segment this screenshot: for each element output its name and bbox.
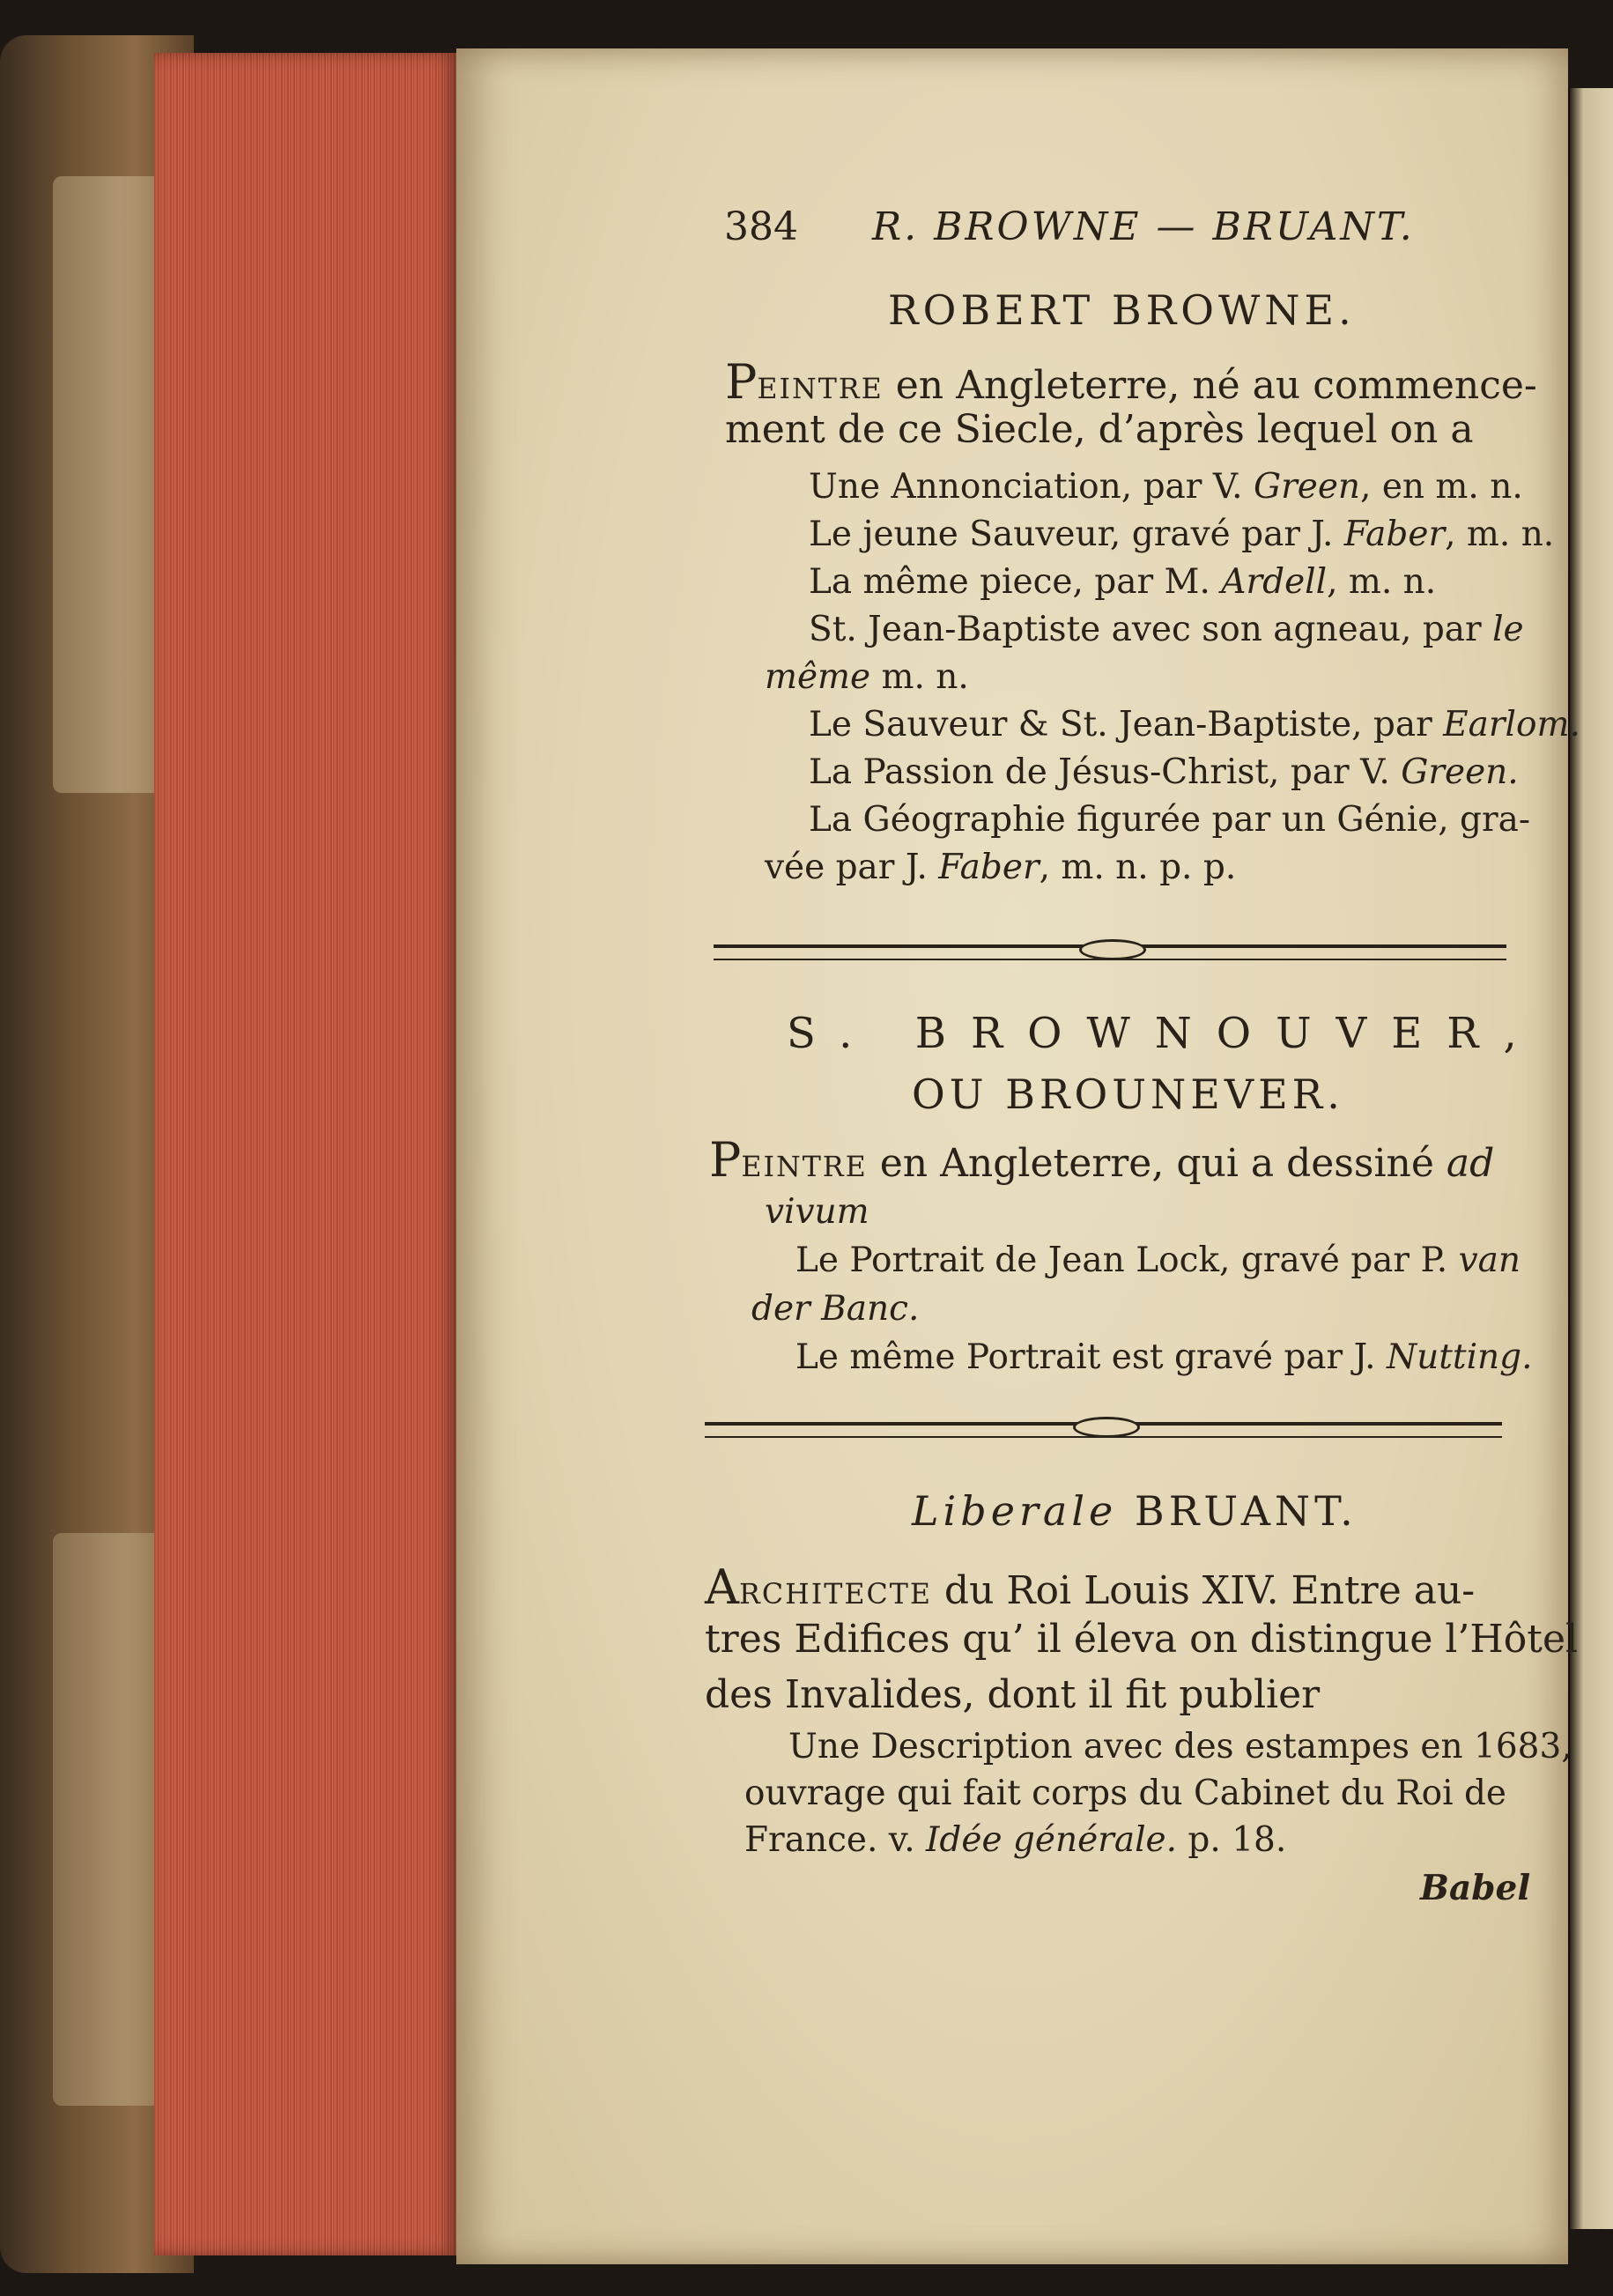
catchword: Babel [1420, 1868, 1531, 1908]
line-text: en Angleterre, né au commence- [883, 363, 1537, 408]
running-title: R. BROWNE — BRUANT. [871, 204, 1415, 249]
entry3-line-3: des Invalides, dont il fit publier [705, 1672, 1321, 1717]
line-italic: Faber [938, 848, 1040, 887]
entry3-line-6 [744, 1820, 1286, 1860]
line-text: La Passion de Jésus-Christ, par V. [809, 752, 1402, 792]
line-italic: van [1458, 1241, 1521, 1280]
entry1-line-2: ment de ce Siecle, d’après lequel on a [725, 407, 1474, 452]
entry-title-bruant [912, 1487, 1358, 1535]
entry1-line-10: La Géographie figurée par un Génie, gra- [809, 800, 1531, 840]
running-header [724, 204, 1415, 249]
entry3-line-5: ouvrage qui fait corps du Cabinet du Roi de [744, 1774, 1507, 1813]
line-text: La même piece, par M. [809, 562, 1222, 602]
line-text: Le Sauveur & St. Jean-Baptiste, par [809, 705, 1444, 744]
line-italic: Green [1253, 467, 1361, 507]
line-italic: Idée générale. [926, 1820, 1178, 1860]
title-italic: Liberale [912, 1487, 1118, 1535]
entry1-line-11 [765, 848, 1236, 887]
line-text: France. v. [744, 1820, 926, 1860]
line-italic: Green. [1401, 752, 1519, 792]
entry1-line-4 [809, 515, 1554, 554]
line-text: Le même Portrait est gravé par J. [795, 1337, 1387, 1377]
entry1-line-6 [809, 610, 1524, 649]
small-caps: EINTRE [757, 374, 884, 405]
line-text-end: m. n. [870, 657, 969, 697]
entry1-line-1 [725, 354, 1537, 410]
page-number: 384 [724, 204, 798, 249]
line-text: St. Jean-Baptiste avec son agneau, par [809, 610, 1493, 649]
line-text: Une Annonciation, par V. [809, 467, 1254, 507]
drop-letter: A [705, 1559, 739, 1615]
line-text: vée par J. [765, 848, 939, 887]
line-italic: ad [1446, 1141, 1495, 1186]
line-text: Le jeune Sauveur, gravé par J. [809, 515, 1344, 554]
entry1-line-7 [765, 657, 969, 697]
drop-letter: P [709, 1132, 742, 1188]
small-caps: EINTRE [741, 1152, 868, 1183]
page-edges [154, 53, 458, 2255]
entry3-line-4: Une Description avec des estampes en 1683, [788, 1727, 1572, 1766]
line-italic: même [765, 657, 871, 697]
line-text-end: , m. n. [1327, 562, 1437, 602]
entry3-line-1 [705, 1559, 1475, 1615]
entry1-line-3 [809, 467, 1523, 507]
entry2-line-4: der Banc. [751, 1289, 920, 1329]
ornament-divider-2 [705, 1422, 1502, 1438]
line-italic: Earlom. [1443, 705, 1580, 744]
entry1-line-5 [809, 562, 1436, 602]
entry2-line-2: vivum [765, 1192, 869, 1232]
line-text: en Angleterre, qui a dessiné [867, 1141, 1447, 1186]
entry1-line-9 [809, 752, 1519, 792]
ornament-divider-1 [714, 944, 1506, 960]
entry-title-robert-browne: ROBERT BROWNE. [888, 286, 1356, 334]
small-caps: RCHITECTE [739, 1579, 932, 1611]
entry3-line-2: tres Edifices qu’ il éleva on distingue l’Hôtel [705, 1617, 1579, 1662]
entry-subtitle-brounever: OU BROUNEVER. [912, 1070, 1344, 1118]
line-text-end: p. 18. [1177, 1820, 1287, 1860]
facing-page-edge [1568, 88, 1613, 2229]
entry2-line-1 [709, 1132, 1494, 1188]
line-italic: Nutting. [1386, 1337, 1533, 1377]
line-text: Le Portrait de Jean Lock, gravé par P. [795, 1241, 1459, 1280]
line-text: du Roi Louis XIV. Entre au- [931, 1568, 1476, 1613]
title-text: BRUANT. [1117, 1487, 1358, 1535]
line-italic: Faber [1343, 515, 1446, 554]
drop-letter: P [725, 354, 758, 410]
line-text-end: , m. n. [1445, 515, 1555, 554]
entry1-line-8 [809, 705, 1580, 744]
line-text-end: , m. n. p. p. [1039, 848, 1237, 887]
entry2-line-5 [795, 1337, 1533, 1377]
entry-title-brownouver: S. BROWNOUVER, [787, 1009, 1542, 1058]
entry2-line-3 [795, 1241, 1521, 1280]
line-text-end: , en m. n. [1360, 467, 1523, 507]
line-italic: le [1492, 610, 1524, 649]
line-italic: Ardell [1221, 562, 1328, 602]
